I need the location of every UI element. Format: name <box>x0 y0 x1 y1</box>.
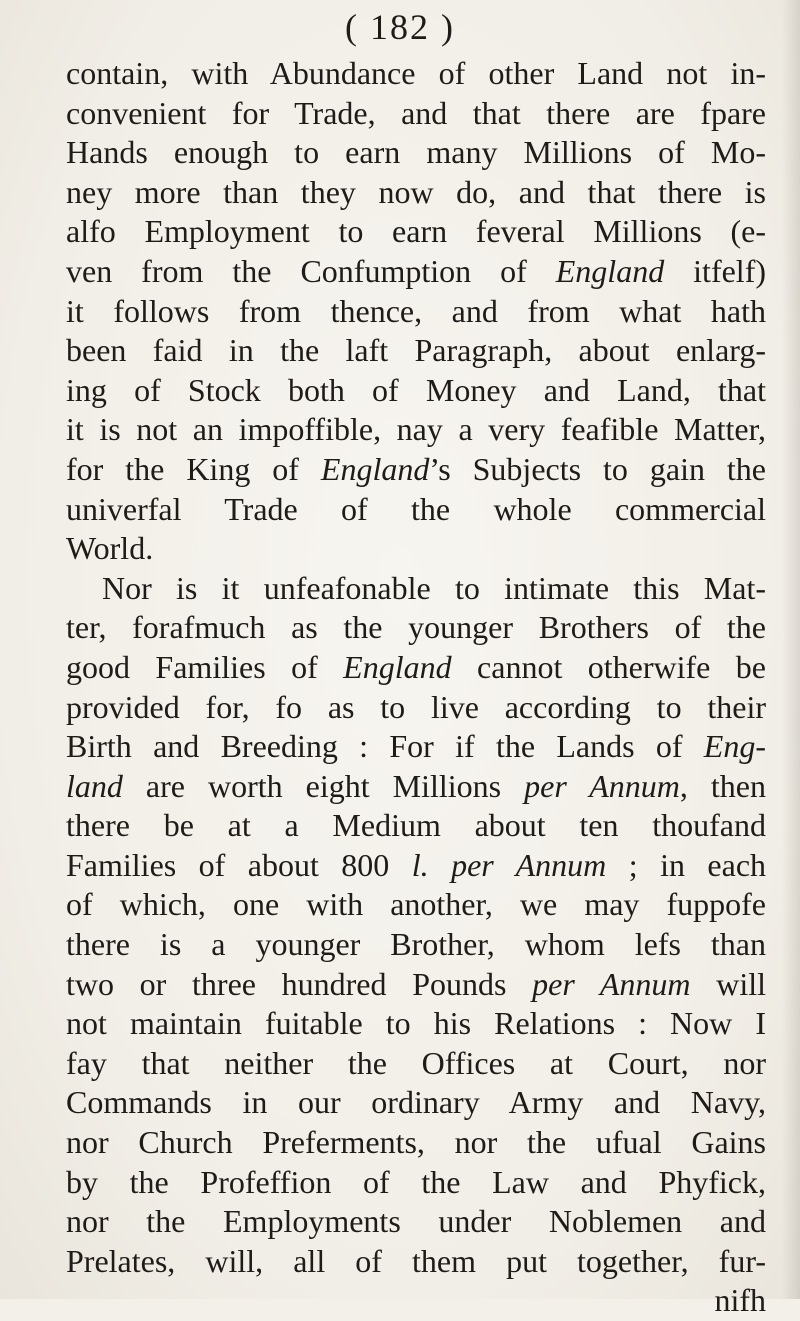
text-line: Commands in our ordinary Army and Navy, <box>66 1084 766 1121</box>
text-line: not maintain fuitable to his Relations : Now I <box>66 1005 766 1042</box>
text-line: ter, forafmuch as the younger Brothers of the <box>66 609 766 646</box>
text-line: there is a younger Brother, whom lefs than <box>66 926 766 963</box>
text-line: nor Church Preferments, nor the ufual Gains <box>66 1124 766 1161</box>
text-line: nor the Employments under Noblemen and <box>66 1203 766 1240</box>
body-text <box>66 54 766 1321</box>
text-line: contain, with Abundance of other Land not in- <box>66 55 766 91</box>
text-line: of which, one with another, we may fuppofe <box>66 886 766 923</box>
text-line: ney more than they now do, and that there is <box>66 173 766 210</box>
text-line: univerfal Trade of the whole commercial <box>66 490 766 527</box>
page-edge-shadow <box>782 0 800 1299</box>
text-line: land are worth eight Millions per Annum, then <box>66 767 766 804</box>
text-line: alfo Employment to earn feveral Millions (e- <box>66 213 766 250</box>
text-line: by the Profeffion of the Law and Phyfick, <box>66 1163 766 1200</box>
text-line: Hands enough to earn many Millions of Mo- <box>66 134 766 171</box>
text-line: been faid in the laft Paragraph, about enlarg- <box>66 332 766 369</box>
text-line: it follows from thence, and from what hath <box>66 292 766 329</box>
catchword: nifh <box>714 1282 766 1319</box>
text-line: Families of about 800 l. per Annum ; in each <box>66 846 767 883</box>
text-line: Prelates, will, all of them put together, fur- <box>66 1242 766 1279</box>
text-line: two or three hundred Pounds per Annum will <box>66 965 767 1002</box>
text-line: there be at a Medium about ten thoufand <box>66 807 766 844</box>
text-line: World. <box>66 530 154 567</box>
text-line: it is not an impoffible, nay a very feafible Matter, <box>66 411 766 448</box>
text-line: convenient for Trade, and that there are fpare <box>66 94 766 131</box>
page-number: ( 182 ) <box>345 7 455 47</box>
text-line: fay that neither the Offices at Court, nor <box>66 1044 766 1081</box>
text-line: ven from the Confumption of England itfelf) <box>66 252 767 289</box>
text-line: good Families of England cannot otherwife be <box>66 648 767 685</box>
text-line: Nor is it unfeafonable to intimate this Mat- <box>102 569 766 606</box>
text-line: for the King of England’s Subjects to gain the <box>66 450 767 487</box>
text-line: ing of Stock both of Money and Land, that <box>66 371 766 408</box>
text-line: Birth and Breeding : For if the Lands of Eng- <box>66 728 766 765</box>
text-line: provided for, fo as to live according to their <box>66 688 766 725</box>
